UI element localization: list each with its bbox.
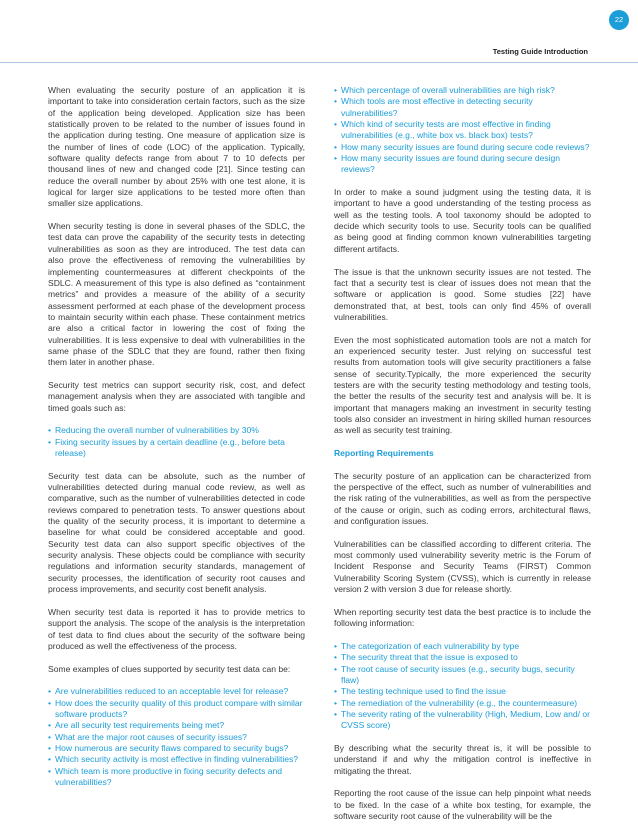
list-item: • The testing technique used to find the issue <box>334 686 591 697</box>
list-item: • Which kind of security tests are most effective in finding vulnerabilities (e.g., white box vs. black box) tests? <box>334 119 591 142</box>
paragraph: Vulnerabilities can be classified according to different criteria. The most commonly used vulnerability severity metric is the Forum of Incident Response and Security Teams (FIRST) Common Vulnerability Scoring System (CVSS), which is currently in release version 2 with version 3 due for release shortly. <box>334 538 591 595</box>
left-column <box>48 85 305 800</box>
list-item: • Fixing security issues by a certain deadline (e.g., before beta release) <box>48 437 305 460</box>
reporting-info-list <box>334 641 591 732</box>
list-item: • The severity rating of the vulnerability (High, Medium, Low and/ or CVSS score) <box>334 709 591 732</box>
paragraph: When security test data is reported it has to provide metrics to support the analysis. The scope of the analysis is the interpretation of test data to find clues about the security of the software being produced as well the effectiveness of the process. <box>48 606 305 651</box>
header-divider <box>0 62 638 63</box>
list-item: • Which team is more productive in fixing security defects and vulnerabilities? <box>48 766 305 789</box>
paragraph: Even the most sophisticated automation tools are not a match for an experienced security tester. Just relying on successful test results from automation tools will give security practitioners a false sense of security.Typically, the more experienced the security testers are with the security testing methodology and testing tools, the better the results of the security test and analysis will be. It is important that managers making an investment in security testing tools also consider an investment in hiring skilled human resources as well as security test training. <box>334 334 591 436</box>
list-item: • The security threat that the issue is exposed to <box>334 652 591 663</box>
paragraph: When reporting security test data the best practice is to include the following information: <box>334 606 591 629</box>
paragraph: By describing what the security threat is, it will be possible to understand if and why the mitigation control is ineffective in mitigating the threat. <box>334 742 591 776</box>
list-item: • The remediation of the vulnerability (e.g., the countermeasure) <box>334 698 591 709</box>
running-header: Testing Guide Introduction <box>492 47 588 56</box>
list-item: • How many security issues are found during secure code reviews? <box>334 142 591 153</box>
paragraph: Security test metrics can support security risk, cost, and defect management analysis when they are associated with tangible and timed goals such as: <box>48 379 305 413</box>
list-item: • What are the major root causes of security issues? <box>48 732 305 743</box>
list-item: • How numerous are security flaws compared to security bugs? <box>48 743 305 754</box>
list-item: • Are vulnerabilities reduced to an acceptable level for release? <box>48 686 305 697</box>
page-number-badge: 22 <box>609 10 629 30</box>
paragraph: The security posture of an application can be characterized from the perspective of the effect, such as number of vulnerabilities and the risk rating of the vulnerabilities, as well as from the perspective of the cause or origin, such as coding errors, architectural flaws, and configuration issues. <box>334 470 591 527</box>
list-item: • The categorization of each vulnerability by type <box>334 641 591 652</box>
clues-list <box>48 686 305 788</box>
paragraph: When security testing is done in several phases of the SDLC, the test data can prove the capability of the security tests in detecting vulnerabilities as soon as they are introduced. The test data can also prove the effectiveness of removing the vulnerabilities by implementing countermeasures at different checkpoints of the SDLC. A measurement of this type is also defined as “containment metrics” and provides a measure of the ability of a security assessment performed at each phase of the development process to maintain security within each phase. These containment metrics are also a critical factor in lowering the cost of fixing the vulnerabilities. It is less expensive to deal with vulnerabilities in the same phase of the SDLC that they are found, rather then fixing them later in another phase. <box>48 221 305 368</box>
goals-list <box>48 425 305 459</box>
list-item: • Which tools are most effective in detecting security vulnerabilities? <box>334 96 591 119</box>
paragraph: When evaluating the security posture of an application it is important to take into consideration certain factors, such as the size of the application being developed. Application size has been statistically proven to be related to the number of issues found in the application during testing. One measure of application size is the number of lines of code (LOC) of the application. Typically, software quality defects range from about 7 to 10 defects per thousand lines of new and changed code [21]. Since testing can reduce the overall number by about 25% with one test alone, it is logical for larger size applications to be tested more often than smaller size applications. <box>48 85 305 209</box>
list-item: • Which percentage of overall vulnerabilities are high risk? <box>334 85 591 96</box>
list-item: • Reducing the overall number of vulnerabilities by 30% <box>48 425 305 436</box>
paragraph: The issue is that the unknown security issues are not tested. The fact that a security test is clear of issues does not mean that the software or application is good. Some studies [22] have demonstrated that, at best, tools can only find 45% of overall vulnerabilities. <box>334 266 591 322</box>
paragraph: In order to make a sound judgment using the testing data, it is important to have a good understanding of the testing process as well as the testing tools. A tool taxonomy should be adopted to decide which security tools to use. Security tools can be qualified as being good at finding common known vulnerabilities targeting different artifacts. <box>334 187 591 254</box>
list-item: • Which security activity is most effective in finding vulnerabilities? <box>48 754 305 765</box>
section-heading: Reporting Requirements <box>334 448 434 458</box>
list-item: • Are all security test requirements being met? <box>48 720 305 731</box>
clues-list-continued <box>334 85 591 176</box>
paragraph: Reporting the root cause of the issue can help pinpoint what needs to be fixed. In the case of a white box testing, for example, the software security root cause of the vulnerability will be the <box>334 788 591 821</box>
paragraph: Security test data can be absolute, such as the number of vulnerabilities detected during manual code review, as well as comparative, such as the number of vulnerabilities detected in code reviews compared to penetration tests. To answer questions about the quality of the security process, it is important to determine a baseline for what could be considered acceptable and good. Security test data can also support specific objectives of the security analysis. These objects could be compliance with security regulations and information security standards, management of security processes, the identification of security root causes and process improvements, and security cost benefit analysis. <box>48 470 305 595</box>
list-item: • How does the security quality of this product compare with similar software products? <box>48 698 305 721</box>
list-item: • The root cause of security issues (e.g., security bugs, security flaw) <box>334 664 591 687</box>
paragraph: Some examples of clues supported by security test data can be: <box>48 663 291 674</box>
right-column <box>334 85 591 822</box>
list-item: • How many security issues are found during secure design reviews? <box>334 153 591 176</box>
